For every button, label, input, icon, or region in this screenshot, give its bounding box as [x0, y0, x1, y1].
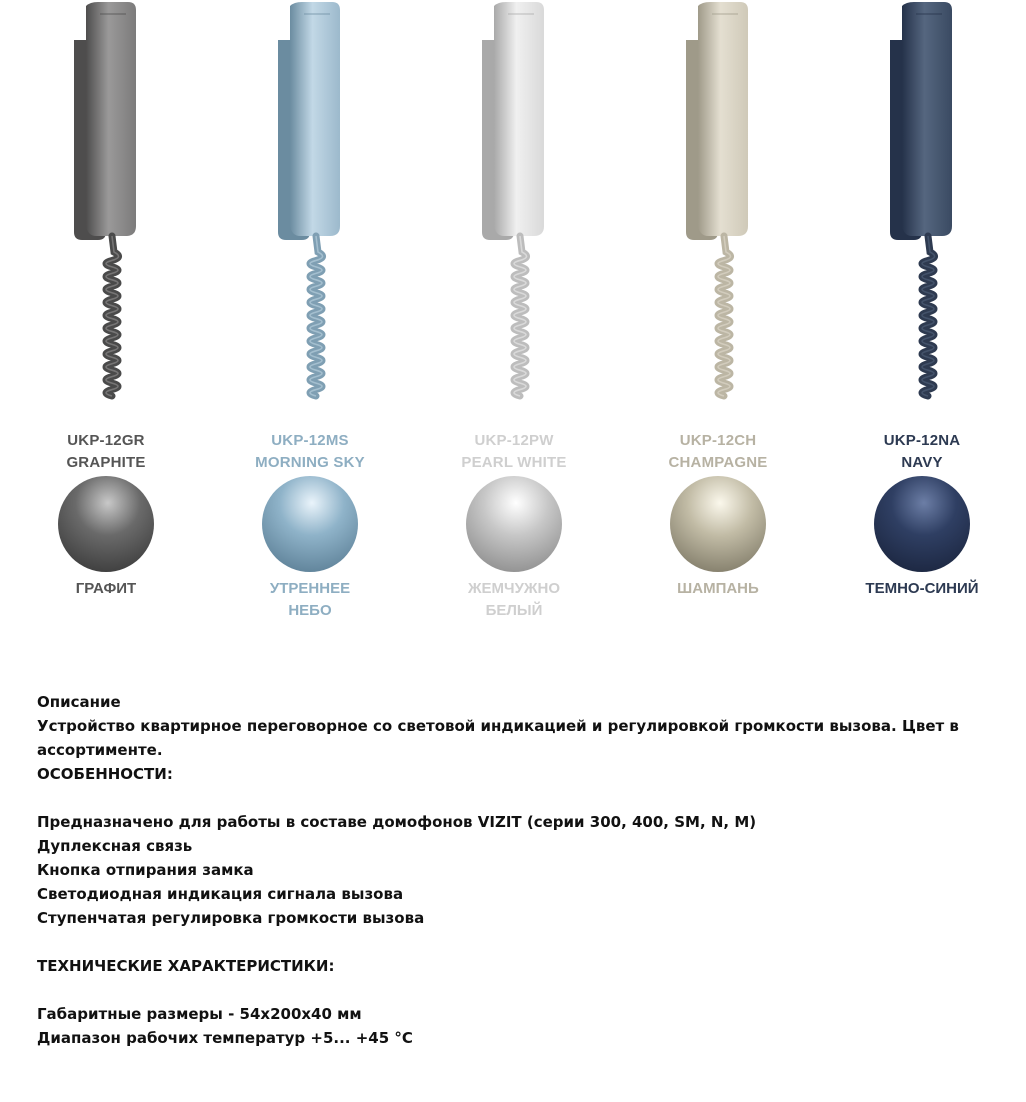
product-description — [37, 690, 997, 1050]
intercom-handset-image — [648, 0, 788, 410]
color-name-en: NAVY — [901, 454, 943, 471]
color-name-ru: ШАМПАНЬ — [677, 580, 759, 597]
color-name-en: MORNING SKY — [255, 454, 365, 471]
spacer — [37, 978, 997, 1002]
color-swatch — [58, 476, 154, 572]
product-code: UKP-12CH — [679, 432, 757, 449]
product-code: UKP-12PW — [474, 432, 554, 449]
specs-heading: ТЕХНИЧЕСКИЕ ХАРАКТЕРИСТИКИ: — [37, 957, 335, 975]
handset-body — [902, 2, 952, 236]
description-text: Устройство квартирное переговорное со световой индикацией и регулировкой громкости вызова. Цвет в ассортименте. — [37, 717, 959, 759]
specs-list — [37, 1002, 997, 1050]
color-name-ru: ГРАФИТ — [75, 580, 137, 597]
color-name-en: PEARL WHITE — [461, 454, 567, 471]
color-swatch — [466, 476, 562, 572]
spacer — [37, 930, 997, 954]
color-name-ru: ТЕМНО-СИНИЙ — [865, 580, 979, 597]
product-code: UKP-12NA — [883, 432, 961, 449]
description-heading: Описание — [37, 693, 121, 711]
spacer — [37, 786, 997, 810]
color-name-en: CHAMPAGNE — [668, 454, 768, 471]
spec-item: Диапазон рабочих температур +5... +45 °С — [37, 1029, 413, 1047]
intercom-handset-image — [444, 0, 584, 410]
feature-item: Кнопка отпирания замка — [37, 861, 254, 879]
feature-item: Дуплексная связь — [37, 837, 193, 855]
product-champagne — [616, 0, 820, 640]
feature-item: Предназначено для работы в составе домофонов VIZIT (серии 300, 400, SM, N, M) — [37, 813, 757, 831]
product-morning-sky — [208, 0, 412, 640]
intercom-handset-image — [852, 0, 992, 410]
color-swatch — [262, 476, 358, 572]
handset-body — [290, 2, 340, 236]
product-graphite — [4, 0, 208, 640]
product-navy — [820, 0, 1024, 640]
feature-item: Ступенчатая регулировка громкости вызова — [37, 909, 425, 927]
color-swatch — [874, 476, 970, 572]
color-swatch — [670, 476, 766, 572]
color-name-ru: ЖЕМЧУЖНО БЕЛЫЙ — [468, 580, 560, 619]
color-name-en: GRAPHITE — [66, 454, 146, 471]
features-list — [37, 810, 997, 930]
product-pearl-white — [412, 0, 616, 640]
color-name-ru: УТРЕННЕЕ НЕБО — [269, 580, 351, 619]
features-heading: ОСОБЕННОСТИ: — [37, 765, 173, 783]
handset-body — [86, 2, 136, 236]
intercom-handset-image — [36, 0, 176, 410]
feature-item: Светодиодная индикация сигнала вызова — [37, 885, 404, 903]
product-code: UKP-12MS — [271, 432, 349, 449]
product-code: UKP-12GR — [67, 432, 145, 449]
handset-body — [494, 2, 544, 236]
handset-body — [698, 2, 748, 236]
spec-item: Габаритные размеры - 54x200x40 мм — [37, 1005, 362, 1023]
intercom-handset-image — [240, 0, 380, 410]
